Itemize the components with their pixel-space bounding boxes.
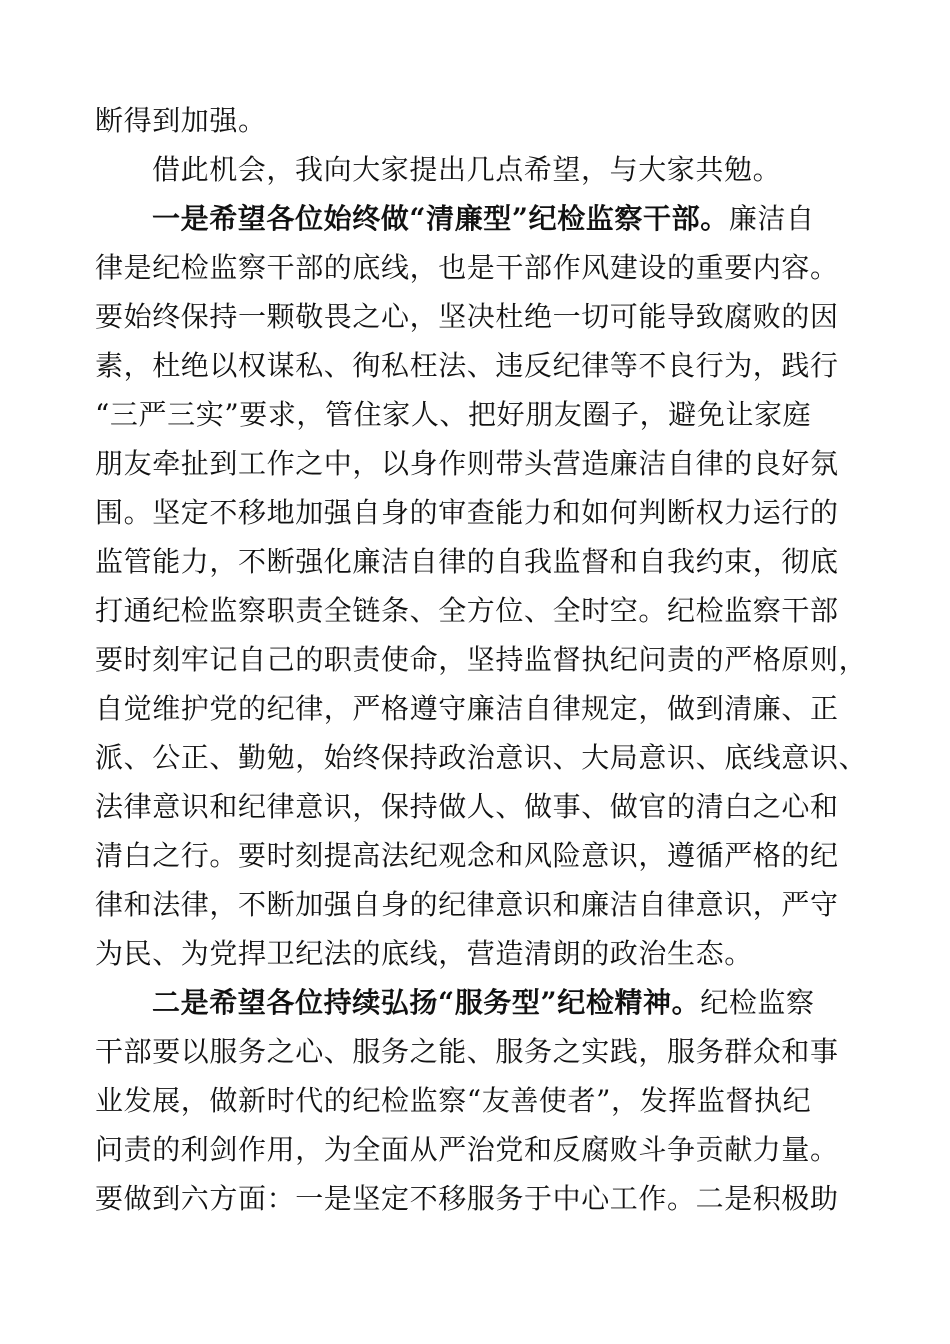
text-line: 业发展，做新时代的纪检监察“友善使者”，发挥监督执纪	[95, 1084, 812, 1117]
text-line: 借此机会，我向大家提出几点希望，与大家共勉。	[152, 153, 782, 186]
text-line: 问责的利剑作用，为全面从严治党和反腐败斗争贡献力量。	[95, 1133, 839, 1166]
text-line: 法律意识和纪律意识，保持做人、做事、做官的清白之心和	[95, 790, 839, 823]
text-line: 派、公正、勤勉，始终保持政治意识、大局意识、底线意识、	[95, 741, 868, 774]
text-line: “三严三实”要求，管住家人、把好朋友圈子，避免让家庭	[95, 398, 812, 431]
text-line: 要做到六方面：一是坚定不移服务于中心工作。二是积极助	[95, 1182, 839, 1215]
text-line: 素，杜绝以权谋私、徇私枉法、违反纪律等不良行为，践行	[95, 349, 839, 382]
text-line: 打通纪检监察职责全链条、全方位、全时空。纪检监察干部	[95, 594, 839, 627]
text-line: 朋友牵扯到工作之中，以身作则带头营造廉洁自律的良好氛	[95, 447, 839, 480]
paragraph-1-first-line	[95, 194, 855, 243]
text-line: 为民、为党捍卫纪法的底线，营造清朗的政治生态。	[95, 937, 753, 970]
paragraph-2-first-line	[95, 978, 855, 1027]
text-line: 要始终保持一颗敬畏之心，坚决杜绝一切可能导致腐败的因	[95, 300, 839, 333]
text-line: 围。坚定不移地加强自身的审查能力和如何判断权力运行的	[95, 496, 839, 529]
paragraph-1-heading: 一是希望各位始终做“清廉型”纪检监察干部。	[152, 202, 729, 235]
text-line: 廉洁自	[728, 202, 815, 235]
text-line: 要时刻牢记自己的职责使命，坚持监督执纪问责的严格原则，	[95, 643, 868, 676]
document-body	[95, 96, 868, 1223]
text-line: 清白之行。要时刻提高法纪观念和风险意识，遵循严格的纪	[95, 839, 839, 872]
paragraph-2-heading: 二是希望各位持续弘扬“服务型”纪检精神。	[152, 986, 701, 1019]
text-line: 干部要以服务之心、服务之能、服务之实践，服务群众和事	[95, 1035, 839, 1068]
text-line: 纪检监察	[700, 986, 815, 1019]
text-line: 自觉维护党的纪律，严格遵守廉洁自律规定，做到清廉、正	[95, 692, 839, 725]
text-line: 律和法律，不断加强自身的纪律意识和廉洁自律意识，严守	[95, 888, 839, 921]
text-line: 律是纪检监察干部的底线，也是干部作风建设的重要内容。	[95, 251, 839, 284]
text-line: 监管能力，不断强化廉洁自律的自我监督和自我约束，彻底	[95, 545, 839, 578]
text-line: 断得到加强。	[95, 104, 267, 137]
